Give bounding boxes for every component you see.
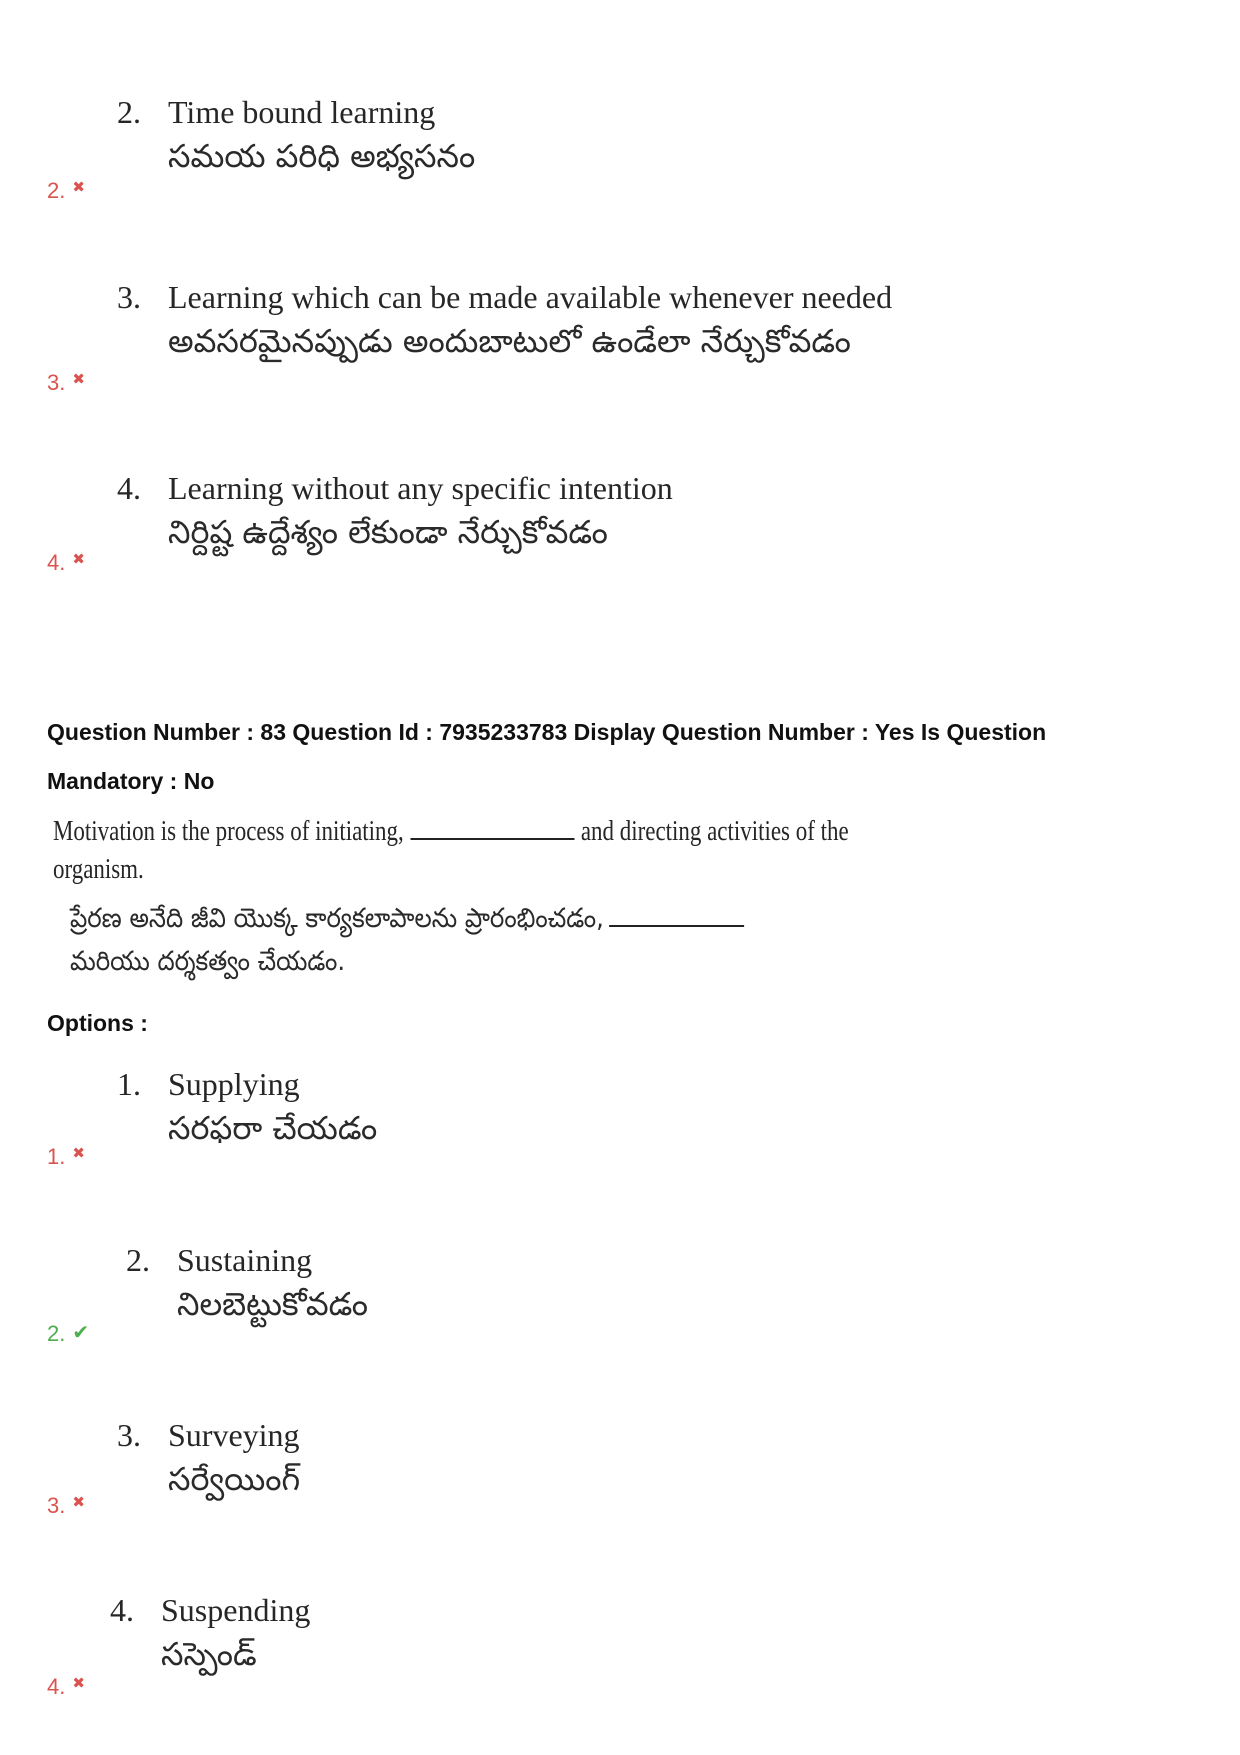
option-item — [126, 1240, 368, 1328]
option-number: 4. — [110, 1592, 134, 1628]
mandatory-label-part1: Is Question — [920, 719, 1047, 745]
option-text-telugu: నిలబెట్టుకోవడం — [177, 1285, 369, 1323]
marker-label: 1. — [47, 1144, 66, 1169]
marker-label: 4. — [47, 550, 66, 575]
question-text-telugu-before-blank: ప్రేరణ అనేది జీవి యొక్క కార్యకలాపాలను ప్రారంభించడం, — [70, 903, 604, 934]
cross-icon: ✖ — [72, 1494, 85, 1511]
question-header-line-1 — [47, 717, 1046, 747]
option-text-telugu: సరఫరా చేయడం — [168, 1109, 378, 1147]
option-marker — [47, 1493, 85, 1522]
option-marker — [47, 550, 85, 579]
cross-icon: ✖ — [72, 551, 85, 568]
question-text-telugu-line-1 — [70, 897, 750, 941]
question-text-telugu-line-2: మరియు దర్శకత్వం చేయడం. — [70, 946, 346, 977]
question-header-line-2 — [47, 766, 214, 796]
option-text-english: Learning without any specific intention — [168, 470, 673, 506]
previous-option-item — [117, 468, 673, 556]
question-id: 7935233783 — [439, 719, 568, 745]
option-number: 3. — [117, 279, 141, 315]
option-number: 1. — [117, 1066, 141, 1102]
previous-option-item — [117, 92, 475, 180]
display-question-number-label: Display Question Number : — [573, 719, 869, 745]
question-text-before-blank: Motivation is the process of initiating, — [53, 816, 404, 847]
question-number-label: Question Number : — [47, 719, 255, 745]
question-number: 83 — [260, 719, 286, 745]
option-text-english: Learning which can be made available whenever needed — [168, 279, 893, 315]
marker-label: 3. — [47, 1493, 66, 1518]
cross-icon: ✖ — [72, 371, 85, 388]
option-text-telugu: అవసరమైనప్పుడు అందుబాటులో ఉండేలా నేర్చుకోవడం — [168, 322, 851, 360]
fill-in-blank — [410, 816, 574, 840]
option-number: 4. — [117, 470, 141, 506]
question-text-english-line-1 — [53, 814, 849, 850]
option-text-english: Time bound learning — [168, 94, 436, 130]
option-text-telugu: సస్పెండ్ — [161, 1635, 257, 1673]
fill-in-blank — [609, 903, 744, 927]
option-english — [117, 1415, 300, 1455]
previous-option-item — [117, 277, 892, 365]
question-text-after-blank: and directing activities of the — [580, 816, 849, 847]
option-marker — [47, 1144, 85, 1173]
option-english — [117, 468, 673, 508]
option-number: 2. — [126, 1242, 150, 1278]
option-marker-correct — [47, 1321, 89, 1348]
question-text-english-line-2: organism. — [53, 854, 144, 885]
check-icon: ✔ — [72, 1322, 90, 1344]
marker-label: 2. — [47, 1321, 66, 1346]
marker-label: 2. — [47, 178, 66, 203]
option-marker — [47, 370, 85, 399]
option-english — [110, 1590, 310, 1630]
option-text-telugu: సర్వేయింగ్ — [168, 1460, 301, 1498]
option-item — [117, 1064, 377, 1152]
option-text-english: Sustaining — [177, 1242, 313, 1278]
option-number: 3. — [117, 1417, 141, 1453]
mandatory-label-part2: Mandatory : — [47, 768, 178, 794]
option-marker — [47, 1674, 85, 1703]
option-english — [117, 92, 475, 132]
option-item — [117, 1415, 300, 1503]
cross-icon: ✖ — [72, 1675, 85, 1692]
option-english — [117, 1064, 377, 1104]
cross-icon: ✖ — [72, 179, 85, 196]
option-english — [117, 277, 892, 317]
option-item — [110, 1590, 310, 1678]
option-text-english: Surveying — [168, 1417, 300, 1453]
question-id-label: Question Id : — [292, 719, 433, 745]
cross-icon: ✖ — [72, 1145, 85, 1162]
marker-label: 4. — [47, 1674, 66, 1699]
marker-label: 3. — [47, 370, 66, 395]
option-marker — [47, 178, 85, 207]
display-question-number-value: Yes — [874, 719, 915, 745]
mandatory-value: No — [183, 768, 215, 794]
option-english — [126, 1240, 368, 1280]
options-label: Options : — [47, 1010, 148, 1036]
option-text-english: Supplying — [168, 1066, 300, 1102]
option-number: 2. — [117, 94, 141, 130]
option-text-telugu: సమయ పరిధి అభ్యసనం — [168, 137, 476, 175]
option-text-english: Suspending — [161, 1592, 311, 1628]
option-text-telugu: నిర్దిష్ట ఉద్దేశ్యం లేకుండా నేర్చుకోవడం — [168, 513, 608, 551]
